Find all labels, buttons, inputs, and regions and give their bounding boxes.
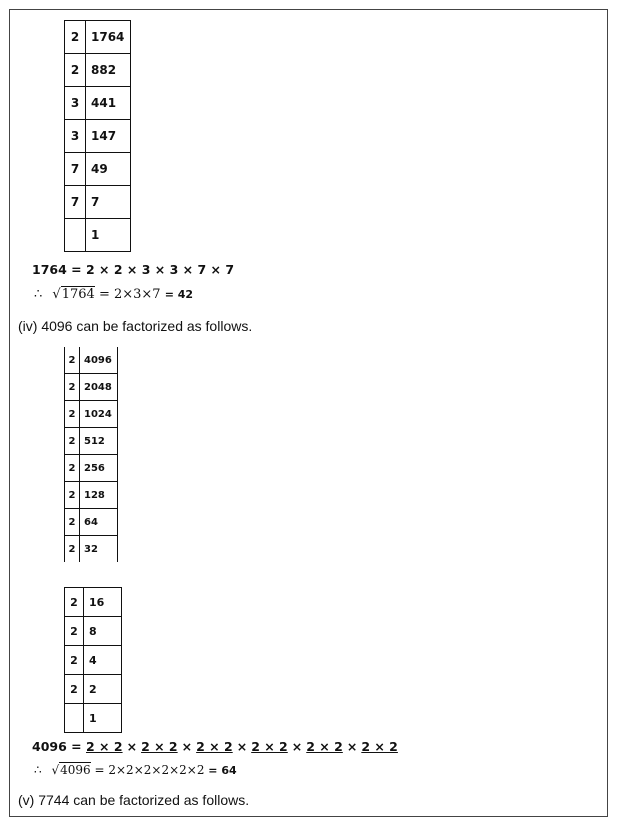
divisor-cell: 2 <box>65 54 86 87</box>
therefore-symbol: ∴ <box>34 763 42 777</box>
sqrt-symbol: √ <box>51 763 60 777</box>
quotient-cell: 4 <box>84 646 122 675</box>
table-row <box>65 536 118 563</box>
divisor-cell: 2 <box>65 428 80 455</box>
quotient-cell: 1 <box>84 704 122 733</box>
table-row <box>65 374 118 401</box>
quotient-cell: 512 <box>80 428 118 455</box>
table-row <box>65 21 131 54</box>
table-row <box>65 401 118 428</box>
quotient-cell: 7 <box>86 186 131 219</box>
eq2-eq: = <box>71 739 82 754</box>
sqrt-4096-line <box>34 763 237 777</box>
times-sign: × <box>346 739 358 754</box>
divisor-cell: 2 <box>65 374 80 401</box>
division-table-4096-part1 <box>64 347 118 562</box>
factor-pair: 2 × 2 <box>251 739 288 754</box>
times-sign: × <box>126 739 138 754</box>
divisor-cell: 2 <box>65 21 86 54</box>
divisor-cell: 2 <box>65 588 84 617</box>
quotient-cell: 2 <box>84 675 122 704</box>
table-row <box>65 54 131 87</box>
section-v-heading: (v) 7744 can be factorized as follows. <box>18 792 250 808</box>
quotient-cell: 882 <box>86 54 131 87</box>
division-table-4096-part2 <box>64 587 122 733</box>
times-sign: × <box>291 739 303 754</box>
divisor-cell: 2 <box>65 646 84 675</box>
table-row <box>65 509 118 536</box>
sqrt-expr: = 2×3×7 <box>98 287 161 302</box>
table-row <box>65 646 122 675</box>
divisor-cell: 2 <box>65 455 80 482</box>
divisor-cell <box>65 704 84 733</box>
sqrt-expr: = 2×2×2×2×2×2 <box>94 763 205 777</box>
table-row <box>65 186 131 219</box>
factor-pair: 2 × 2 <box>361 739 398 754</box>
quotient-cell: 128 <box>80 482 118 509</box>
quotient-cell: 64 <box>80 509 118 536</box>
sqrt-radicand: 4096 <box>60 763 91 777</box>
sqrt-1764-line <box>34 287 193 302</box>
division-table-1764 <box>64 20 131 252</box>
quotient-cell: 1024 <box>80 401 118 428</box>
quotient-cell: 1 <box>86 219 131 252</box>
divisor-cell: 3 <box>65 87 86 120</box>
quotient-cell: 147 <box>86 120 131 153</box>
factor-pair: 2 × 2 <box>141 739 178 754</box>
divisor-cell: 2 <box>65 347 80 374</box>
table-row <box>65 675 122 704</box>
table-row <box>65 617 122 646</box>
divisor-cell: 2 <box>65 617 84 646</box>
eq1-lhs: 1764 <box>32 262 67 277</box>
table-row <box>65 347 118 374</box>
quotient-cell: 8 <box>84 617 122 646</box>
divisor-cell: 2 <box>65 401 80 428</box>
table-row <box>65 219 131 252</box>
sqrt-result: = 64 <box>208 764 237 777</box>
factor-pair: 2 × 2 <box>86 739 123 754</box>
quotient-cell: 49 <box>86 153 131 186</box>
divisor-cell: 2 <box>65 675 84 704</box>
therefore-symbol: ∴ <box>34 287 43 302</box>
eq2-lhs: 4096 <box>32 739 67 754</box>
table-row <box>65 153 131 186</box>
times-sign: × <box>236 739 248 754</box>
quotient-cell: 256 <box>80 455 118 482</box>
table-row <box>65 482 118 509</box>
table-row <box>65 704 122 733</box>
sqrt-radicand: 1764 <box>61 287 95 302</box>
table-row <box>65 455 118 482</box>
table-row <box>65 428 118 455</box>
factor-pair: 2 × 2 <box>196 739 233 754</box>
divisor-cell: 7 <box>65 153 86 186</box>
quotient-cell: 4096 <box>80 347 118 374</box>
eq2-pairs <box>86 739 398 754</box>
table-row <box>65 87 131 120</box>
quotient-cell: 1764 <box>86 21 131 54</box>
table-row <box>65 120 131 153</box>
quotient-cell: 441 <box>86 87 131 120</box>
divisor-cell: 2 <box>65 509 80 536</box>
times-sign: × <box>181 739 193 754</box>
table-row <box>65 588 122 617</box>
divisor-cell: 2 <box>65 482 80 509</box>
factorization-1764 <box>32 262 234 277</box>
quotient-cell: 2048 <box>80 374 118 401</box>
sqrt-result: = 42 <box>164 288 194 301</box>
divisor-cell: 2 <box>65 536 80 563</box>
sqrt-symbol: √ <box>52 287 61 302</box>
section-iv-heading: (iv) 4096 can be factorized as follows. <box>18 318 253 334</box>
quotient-cell: 32 <box>80 536 118 563</box>
factor-pair: 2 × 2 <box>306 739 343 754</box>
quotient-cell: 16 <box>84 588 122 617</box>
divisor-cell <box>65 219 86 252</box>
factorization-4096 <box>32 739 398 754</box>
divisor-cell: 3 <box>65 120 86 153</box>
eq1-rhs: = 2 × 2 × 3 × 3 × 7 × 7 <box>71 262 235 277</box>
divisor-cell: 7 <box>65 186 86 219</box>
